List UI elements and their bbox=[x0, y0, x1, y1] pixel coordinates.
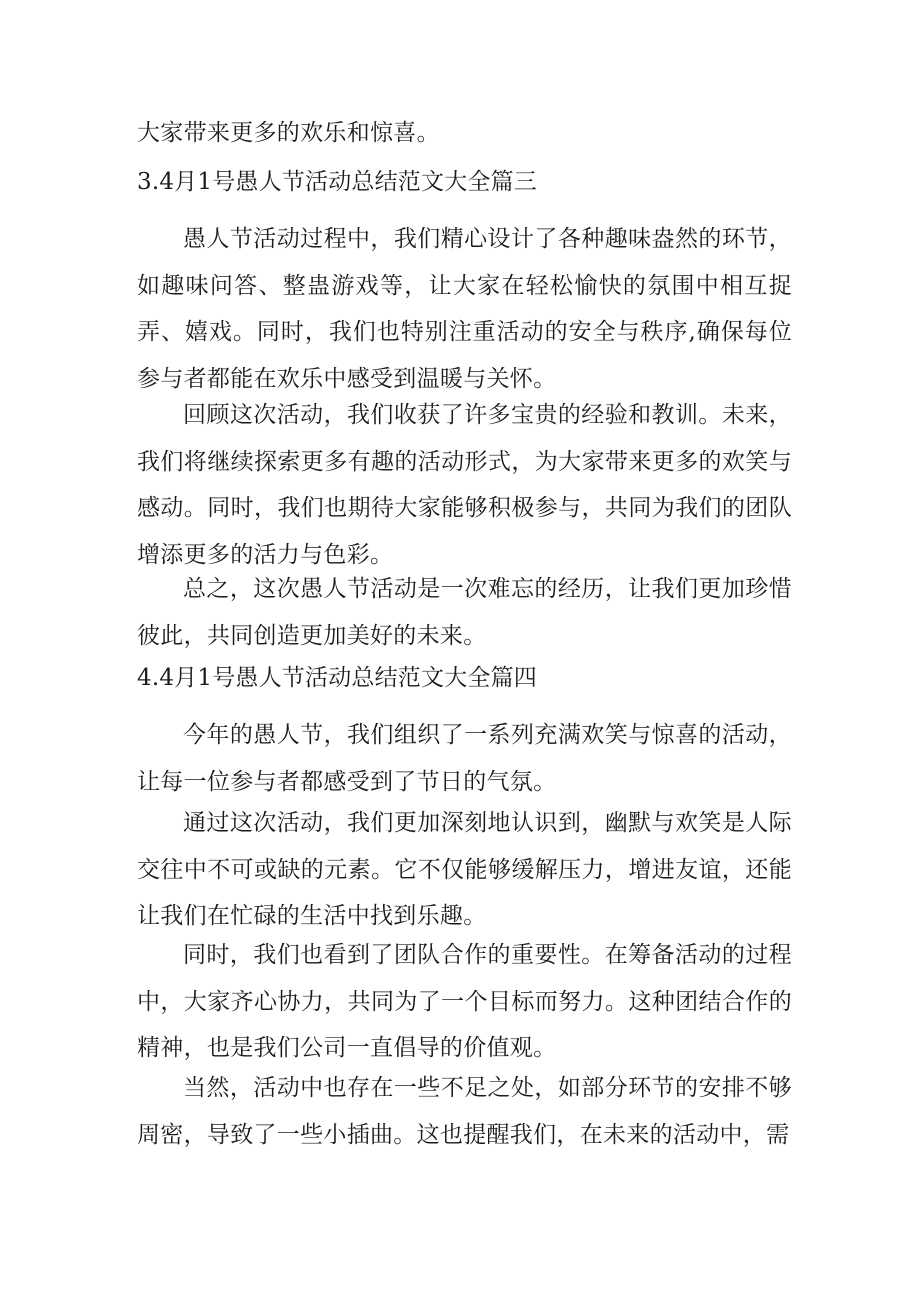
paragraph: 总之，这次愚人节活动是一次难忘的经历，让我们更加珍惜彼此，共同创造更加美好的未来。 bbox=[137, 576, 792, 649]
paragraph: 愚人节活动过程中，我们精心设计了各种趣味盎然的环节，如趣味问答、整蛊游戏等，让大家在轻松愉快的氛围中相互捉弄、嬉戏。同时，我们也特别注重活动的安全与秩序,确保每位参与者都能在欢乐中感受到温暖与关怀。 bbox=[137, 226, 792, 392]
paragraph: 同时，我们也看到了团队合作的重要性。在筹备活动的过程中，大家齐心协力，共同为了一个目标而努力。这种团结合作的精神，也是我们公司一直倡导的价值观。 bbox=[137, 942, 792, 1061]
paragraph: 回顾这次活动，我们收获了许多宝贵的经验和教训。未来，我们将继续探索更多有趣的活动形式，为大家带来更多的欢笑与感动。同时，我们也期待大家能够积极参与，共同为我们的团队增添更多的活力与色彩。 bbox=[137, 402, 792, 568]
paragraph: 今年的愚人节，我们组织了一系列充满欢笑与惊喜的活动，让每一位参与者都感受到了节日的气氛。 bbox=[137, 722, 792, 795]
continuation-text: 大家带来更多的欢乐和惊喜。 bbox=[137, 120, 440, 146]
section-heading-3: 3.4月1号愚人节活动总结范文大全篇三 bbox=[137, 169, 538, 195]
section-heading-4: 4.4月1号愚人节活动总结范文大全篇四 bbox=[137, 665, 538, 691]
paragraph: 通过这次活动，我们更加深刻地认识到，幽默与欢笑是人际交往中不可或缺的元素。它不仅能够缓解压力，增进友谊，还能让我们在忙碌的生活中找到乐趣。 bbox=[137, 810, 792, 929]
paragraph: 当然，活动中也存在一些不足之处，如部分环节的安排不够周密，导致了一些小插曲。这也提醒我们，在未来的活动中，需 bbox=[137, 1075, 792, 1148]
